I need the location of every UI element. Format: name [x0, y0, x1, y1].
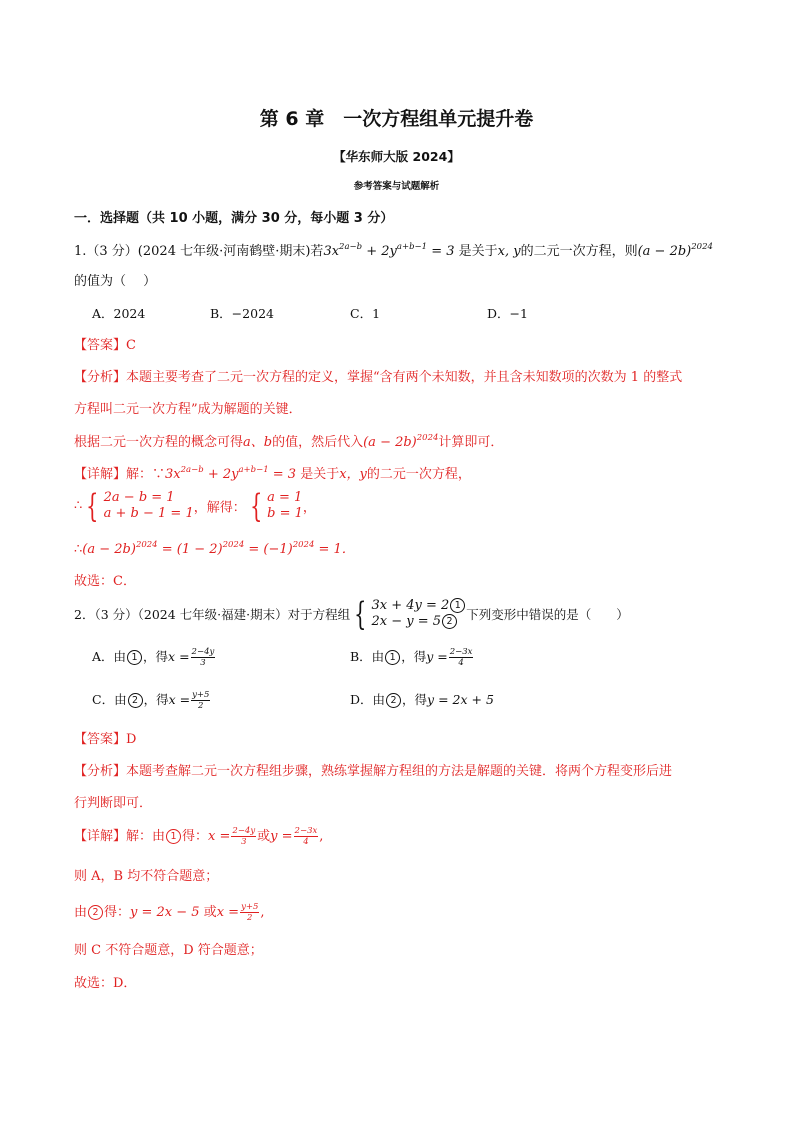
- q1-analysis-line3: [74, 431, 503, 450]
- q2-option-a: [92, 647, 216, 668]
- q2-optA-fraction: [191, 647, 216, 668]
- q2-optB-mid: ，得: [401, 649, 427, 664]
- q2-detail-1b: 得：: [182, 829, 209, 844]
- q1-sol-b: b = 1: [267, 506, 303, 521]
- left-brace-icon: {: [86, 487, 99, 525]
- q2-detail-line3: [74, 901, 265, 923]
- left-brace-icon: {: [249, 487, 263, 525]
- q2-detail-frac1-den: 3: [241, 837, 247, 847]
- q1-vars: x, y: [497, 244, 521, 259]
- q1-answer-label: 【答案】: [74, 338, 127, 353]
- q2-line3g: ,: [260, 905, 265, 920]
- q1-choice: 故选：C．: [74, 574, 136, 589]
- q1-detail-1d: x，y: [339, 467, 367, 482]
- q1-final-line: [74, 538, 355, 557]
- q2-suffix: 下列变形中错误的是（ ）: [466, 607, 629, 622]
- q1-analysis-3b: a、b: [243, 435, 273, 450]
- q2-optD-pre: D．由: [350, 692, 386, 707]
- q2-analysis-label: 【分析】: [74, 764, 127, 779]
- q1-prefix: 1.（3 分）(2024 七年级·河南鹤壁·期末)若: [74, 244, 324, 259]
- q2-stem: [74, 595, 629, 633]
- q1-detail-label: 【详解】: [74, 467, 127, 482]
- q2-analysis-text1: 本题考查解二元一次方程组步骤，熟练掌握解方程组的方法是解题的关键．将两个方程变形后进: [126, 764, 673, 779]
- q2-optC-den: 2: [198, 701, 204, 711]
- q2-line3a: 由: [74, 905, 88, 920]
- q1-system: [82, 487, 194, 525]
- q1-analysis-3a: 根据二元一次方程的概念可得: [74, 435, 244, 450]
- q1-analysis-label: 【分析】: [74, 370, 127, 385]
- q2-line3d: 或: [199, 905, 217, 920]
- q1-sys-a: 2a − b = 1: [103, 490, 175, 505]
- q2-line3-frac-num: y+5: [241, 902, 259, 912]
- q1-analysis-3e: 计算即可．: [438, 435, 504, 450]
- q2-detail-frac2-num: 2−3x: [294, 826, 318, 836]
- q1-detail-1c: 是关于: [296, 467, 340, 482]
- q1-suffix: 的二元一次方程，则: [520, 244, 638, 259]
- q2-sys-2: 2x − y = 5: [371, 614, 442, 629]
- q1-analysis-3d: $(a - 2b)^{2024}$: [363, 433, 439, 450]
- q2-detail-1a: 解：由: [126, 829, 166, 844]
- q2-optB-num: 2−3x: [449, 647, 473, 657]
- q1-stem-line1: [74, 240, 713, 259]
- circled-number-1-icon: 1: [450, 598, 465, 613]
- q1-therefore-1: ∴: [74, 498, 83, 514]
- q2-optB-pre: B．由: [350, 649, 385, 664]
- q2-optC-var: x =: [168, 692, 191, 707]
- circled-number-2-icon: 2: [128, 693, 143, 708]
- q2-line3-frac-den: 2: [247, 913, 253, 923]
- q2-optD-eq: y = 2x + 5: [427, 692, 494, 707]
- q2-detail-1h: ,: [319, 829, 324, 844]
- q1-detail-line1: [74, 463, 471, 482]
- q2-line3-frac: [240, 902, 259, 923]
- q1-system-line: ∴ { 2a − b = 1 a + b − 1 = 1 ，解得： { a = 1 b = 1 ，: [74, 487, 316, 525]
- q1-answer: [74, 334, 136, 353]
- q2-optA-num: 2−4y: [191, 647, 215, 657]
- q2-optB-fraction: [449, 647, 474, 668]
- q2-detail-line4: 则 C 不符合题意，D 符合题意；: [74, 943, 263, 958]
- q2-optC-num: y+5: [192, 690, 210, 700]
- q1-analysis-line2: 方程叫二元一次方程”成为解题的关键．: [74, 402, 302, 417]
- left-brace-icon: {: [354, 595, 367, 633]
- q2-answer-value: D: [126, 732, 137, 747]
- q1-equation: $3x^{2a-b} + 2y^{a+b-1} = 3$: [323, 242, 455, 259]
- circled-number-2-icon: 2: [88, 905, 103, 920]
- q1-solve-word: ，解得：: [193, 500, 246, 516]
- q2-option-b: [350, 647, 474, 668]
- q2-analysis-line2: 行判断即可．: [74, 796, 153, 811]
- circled-number-1-icon: 1: [385, 650, 400, 665]
- q2-option-d: [350, 690, 494, 708]
- q1-sol-a: a = 1: [267, 490, 303, 505]
- q1-therefore-2: ∴: [74, 542, 83, 557]
- q1-option-d: D．−1: [487, 306, 528, 321]
- q2-detail-1e: 或: [257, 829, 271, 844]
- q2-optB-den: 4: [458, 658, 464, 668]
- q2-optA-mid: ，得: [143, 649, 169, 664]
- q1-detail-1e: 的二元一次方程，: [366, 467, 471, 482]
- q2-optB-var: y =: [426, 649, 448, 664]
- q1-sys-b: a + b − 1 = 1: [103, 506, 194, 521]
- page-title: 第 6 章 一次方程组单元提升卷: [259, 108, 534, 130]
- q2-system: [350, 595, 466, 633]
- q2-answer-label: 【答案】: [74, 732, 127, 747]
- edition-label: 【华东师大版 2024】: [333, 149, 460, 164]
- q2-optA-pre: A．由: [92, 649, 127, 664]
- q1-final: $(a - 2b)^{2024} = (1 - 2)^{2024} = (-1)^{2024} = 1$．: [82, 540, 355, 557]
- circled-number-2-icon: 2: [442, 614, 457, 629]
- q1-option-b: B．−2024: [210, 306, 274, 321]
- q2-optA-den: 3: [200, 658, 206, 668]
- q2-detail-frac2-den: 4: [303, 837, 309, 847]
- q1-analysis-text1: 本题主要考查了二元一次方程的定义，掌握“含有两个未知数，并且含未知数项的次数为 1 的整式: [126, 370, 683, 385]
- q2-sys-1: 3x + 4y = 2: [371, 598, 450, 613]
- section-heading: 一．选择题（共 10 小题，满分 30 分，每小题 3 分）: [74, 211, 394, 226]
- q2-line3b: 得：: [104, 905, 131, 920]
- q2-detail-label: 【详解】: [74, 829, 127, 844]
- q2-detail-frac2: [294, 826, 319, 847]
- q1-answer-value: C: [126, 338, 136, 353]
- q1-mid: 是关于: [454, 244, 498, 259]
- q1-detail-1a: 解：∵: [126, 467, 166, 482]
- q1-option-a: A．2024: [92, 306, 146, 321]
- q2-optA-var: x =: [168, 649, 190, 664]
- q2-prefix: 2．（3 分）（2024 七年级·福建·期末）对于方程组: [74, 607, 351, 622]
- q1-stem-line2: 的值为（ ）: [74, 274, 157, 289]
- q2-detail-line2: 则 A，B 均不符合题意；: [74, 869, 219, 884]
- q2-option-c: [92, 690, 211, 711]
- q2-choice: 故选：D．: [74, 976, 137, 991]
- q2-answer: [74, 728, 136, 747]
- q1-solution: [246, 487, 303, 525]
- q1-expression: $(a - 2b)^{2024}$: [637, 242, 713, 259]
- circled-number-1-icon: 1: [166, 829, 181, 844]
- q2-detail-frac1-num: 2−4y: [232, 826, 256, 836]
- q2-analysis-line1: [74, 760, 672, 779]
- q2-detail-1c: x =: [208, 829, 231, 844]
- q2-line3e: x =: [216, 905, 240, 920]
- q2-detail-line1: [74, 825, 323, 847]
- q2-optD-mid: ，得: [402, 692, 428, 707]
- q2-detail-1f: y =: [270, 829, 293, 844]
- q2-optC-fraction: [191, 690, 210, 711]
- q2-optC-pre: C．由: [92, 692, 127, 707]
- caption: 参考答案与试题解析: [353, 181, 440, 192]
- q2-optC-mid: ，得: [143, 692, 169, 707]
- q1-analysis-3c: 的值，然后代入: [272, 435, 364, 450]
- q1-analysis-line1: [74, 366, 682, 385]
- q2-line3c: y = 2x − 5: [130, 905, 200, 920]
- q2-detail-frac1: [231, 826, 256, 847]
- q1-detail-equation: $3x^{2a-b} + 2y^{a+b-1} = 3$: [165, 465, 297, 482]
- q1-option-c: C．1: [350, 306, 381, 321]
- circled-number-1-icon: 1: [127, 650, 142, 665]
- circled-number-2-icon: 2: [386, 693, 401, 708]
